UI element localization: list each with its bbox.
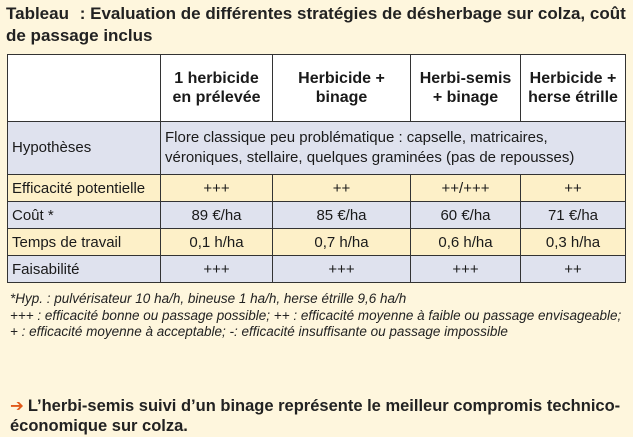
header-cell: Herbicide + herse étrille — [521, 55, 626, 122]
conclusion — [10, 396, 624, 436]
table-header-row — [8, 55, 626, 122]
table-cell: 0,3 h/ha — [521, 229, 626, 256]
hypothesis-footnote: *Hyp. : pulvérisateur 10 ha/h, bineuse 1 ha/h, herse étrille 9,6 ha/h — [10, 291, 407, 306]
table-cell: ++/+++ — [411, 175, 521, 202]
header-cell: 1 herbicide en prélevée — [161, 55, 273, 122]
hypotheses-text: Flore classique peu problématique : capselle, matricaires, véroniques, stellaire, quelques graminées (pas de repousses) — [161, 122, 626, 175]
table-row — [8, 202, 626, 229]
conclusion-text: L’herbi-semis suivi d’un binage représente le meilleur compromis technico-économique sur colza. — [10, 397, 621, 435]
table-row — [8, 122, 626, 175]
table-cell: ++ — [273, 175, 411, 202]
arrow-right-icon: ➔ — [10, 397, 24, 415]
table-cell: 0,7 h/ha — [273, 229, 411, 256]
row-label: Faisabilité — [8, 256, 161, 283]
table-title — [6, 3, 626, 47]
table-cell: +++ — [161, 256, 273, 283]
legend-footnote: +++ : efficacité bonne ou passage possible; ++ : efficacité moyenne à faible ou passage envisageable; + : efficacité moyenne à acceptable; -: efficacité insuffisante ou passage impossible — [10, 307, 622, 339]
table-row — [8, 256, 626, 283]
table-cell: 71 €/ha — [521, 202, 626, 229]
table-row — [8, 229, 626, 256]
table-cell: +++ — [411, 256, 521, 283]
table-cell: 60 €/ha — [411, 202, 521, 229]
table-cell: 89 €/ha — [161, 202, 273, 229]
footnotes — [10, 291, 624, 341]
title-text: : Evaluation de différentes stratégies de désherbage sur colza, coût de passage inclus — [6, 4, 626, 45]
header-cell: Herbi-semis + binage — [411, 55, 521, 122]
table-row — [8, 175, 626, 202]
row-label: Temps de travail — [8, 229, 161, 256]
table-cell: ++ — [521, 175, 626, 202]
table-cell: 85 €/ha — [273, 202, 411, 229]
title-label: Tableau — [6, 4, 69, 23]
table-cell: 0,1 h/ha — [161, 229, 273, 256]
table-cell: +++ — [161, 175, 273, 202]
comparison-table — [7, 54, 626, 283]
row-label: Hypothèses — [8, 122, 161, 175]
table-cell: ++ — [521, 256, 626, 283]
table-cell: +++ — [273, 256, 411, 283]
header-corner — [8, 55, 161, 122]
header-cell: Herbicide + binage — [273, 55, 411, 122]
row-label: Coût * — [8, 202, 161, 229]
table-cell: 0,6 h/ha — [411, 229, 521, 256]
row-label: Efficacité potentielle — [8, 175, 161, 202]
